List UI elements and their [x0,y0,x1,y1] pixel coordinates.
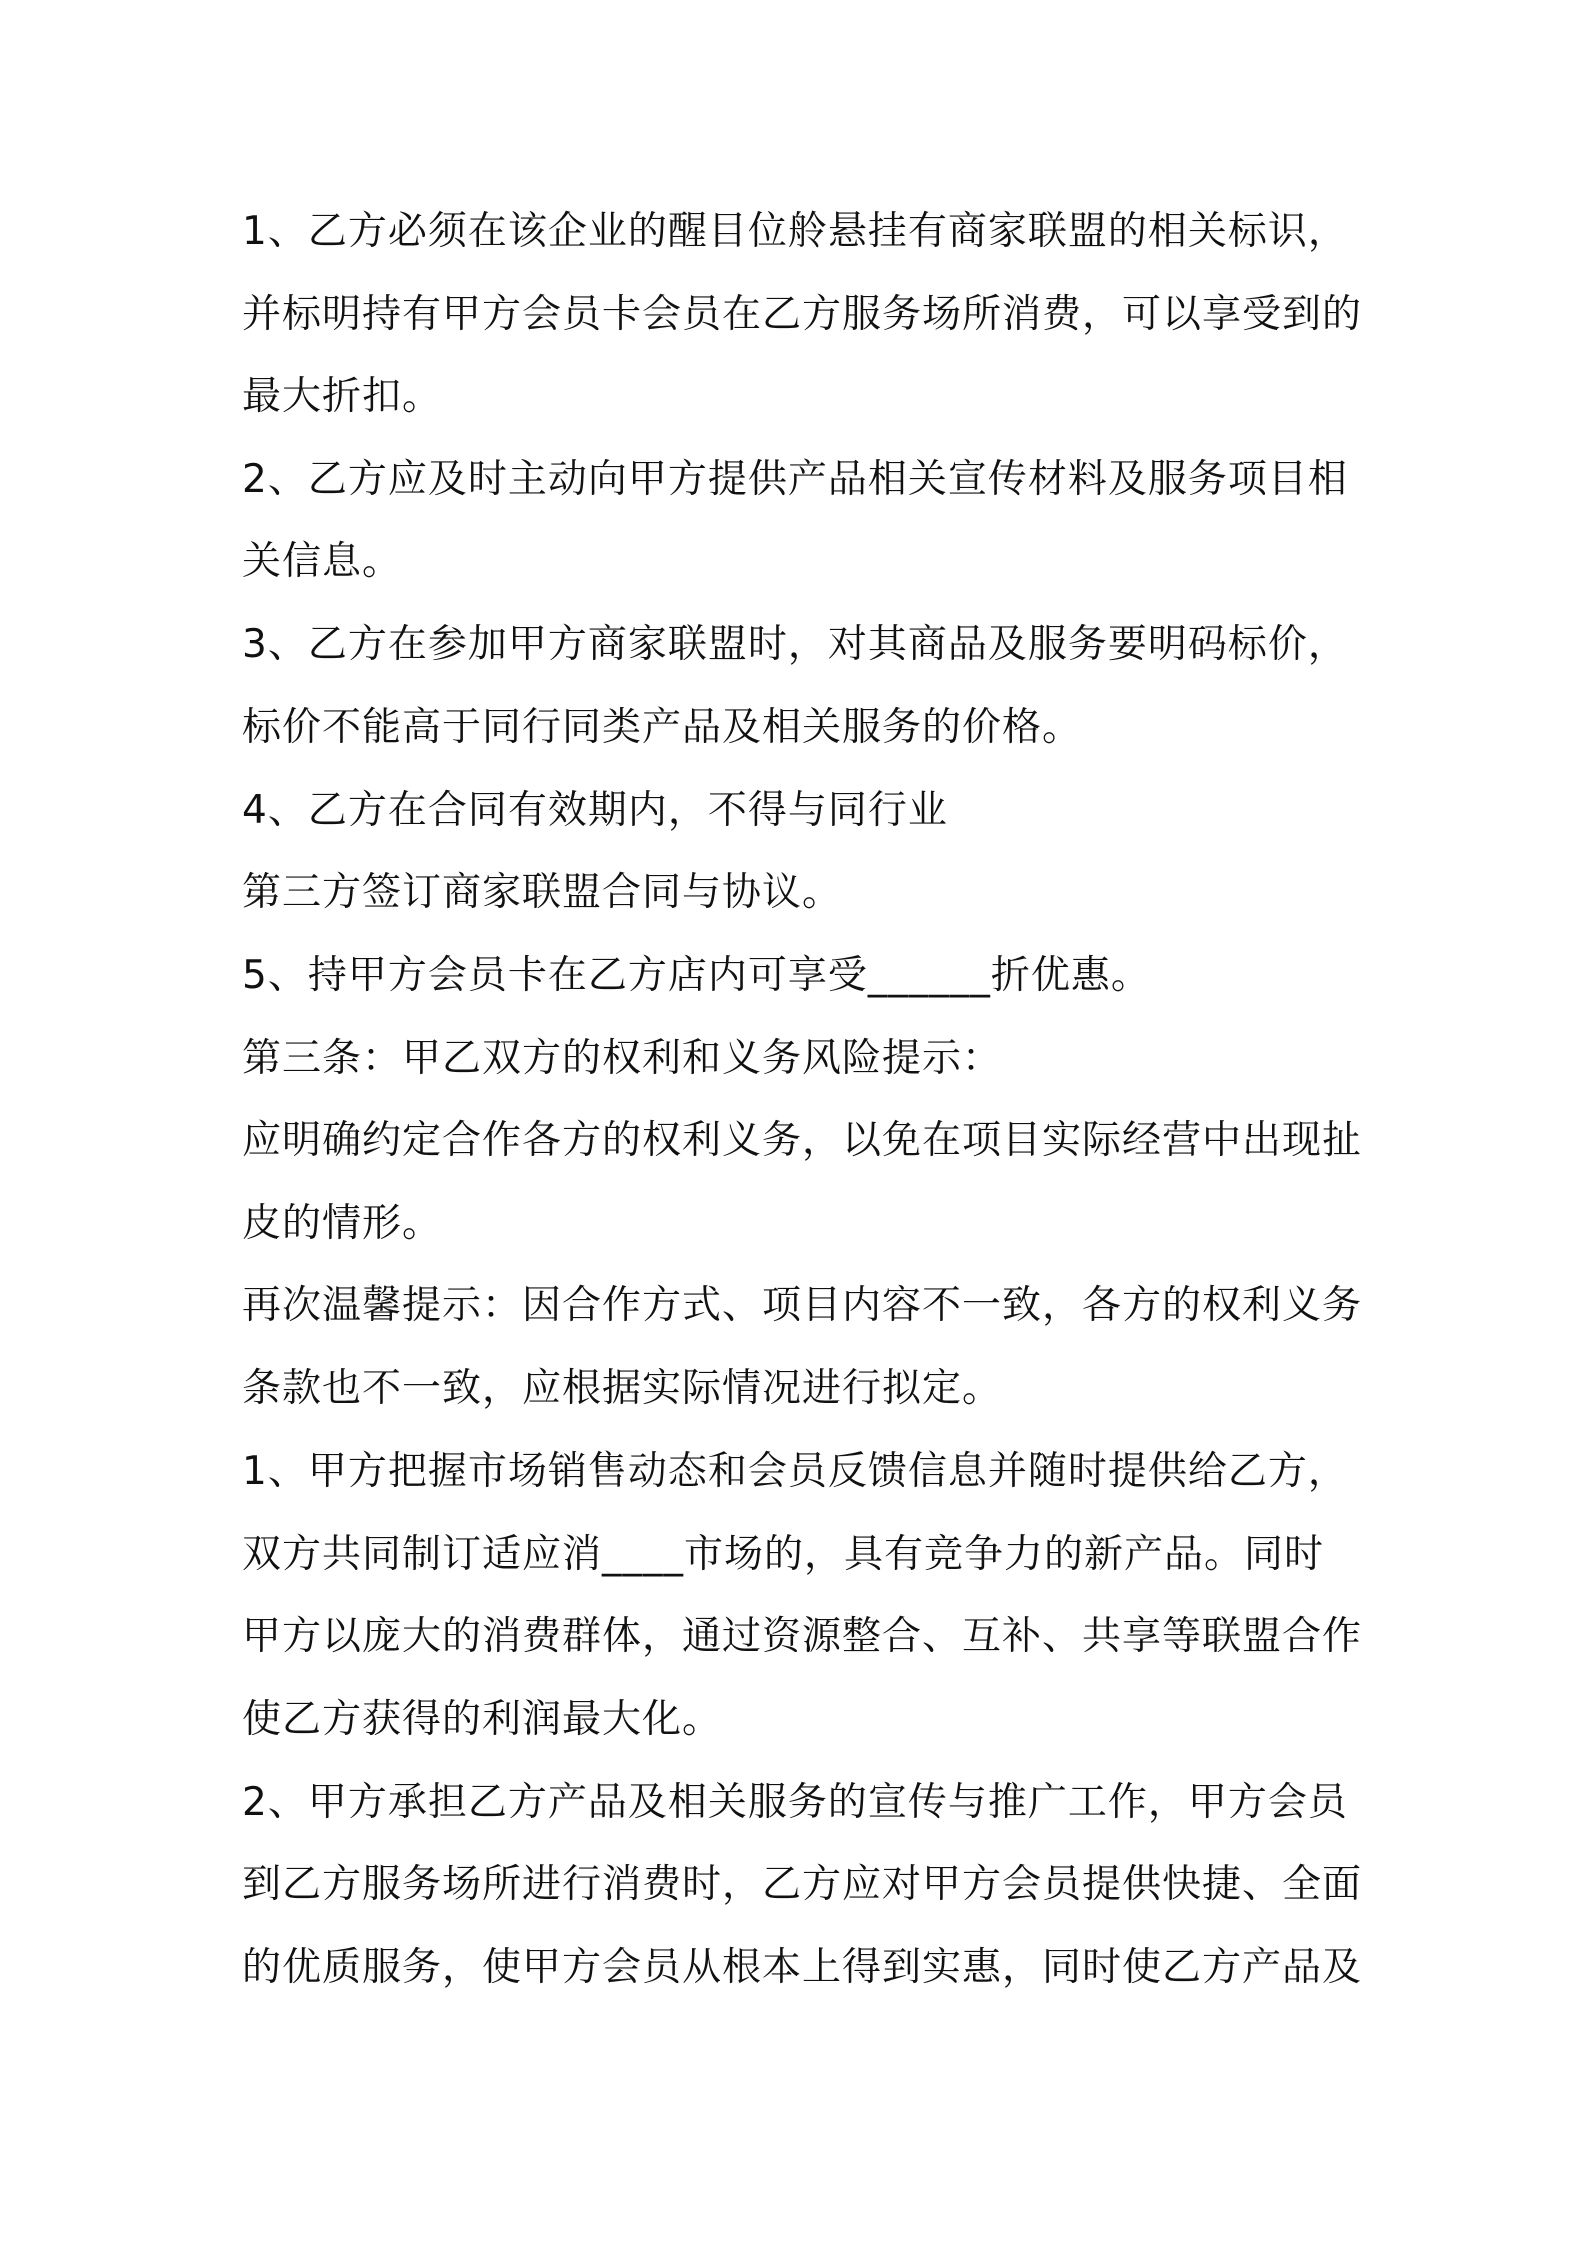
party-a-clause-1-line-4: 使乙方获得的利润最大化。 [242,1697,723,1742]
party-a-clause-2-line-2: 到乙方服务场所进行消费时，乙方应对甲方会员提供快捷、全面 [242,1862,1363,1907]
party-a-clause-1-line-3: 甲方以庞大的消费群体，通过资源整合、互补、共享等联盟合作 [242,1614,1363,1659]
clause-4-line-1: 4、乙方在合同有效期内，不得与同行业 [242,788,948,833]
clause-3-line-2: 标价不能高于同行同类产品及相关服务的价格。 [242,705,1083,750]
risk-note-line-1: 应明确约定合作各方的权利义务，以免在项目实际经营中出现扯 [242,1118,1363,1163]
clause-2-line-2: 关信息。 [242,539,403,584]
clause-1-line-1: 1、乙方必须在该企业的醒目位舲悬挂有商家联盟的相关标识， [242,209,1348,254]
risk-note-line-2: 皮的情形。 [242,1201,443,1246]
clause-2-line-1: 2、乙方应及时主动向甲方提供产品相关宣传材料及服务项目相 [242,457,1348,502]
party-a-clause-2-line-1: 2、甲方承担乙方产品及相关服务的宣传与推广工作，甲方会员 [242,1780,1348,1825]
reminder-line-2: 条款也不一致，应根据实际情况进行拟定。 [242,1366,1003,1411]
clause-4-line-2: 第三方签订商家联盟合同与协议。 [242,870,843,915]
party-a-clause-1-line-2: 双方共同制订适应消____市场的，具有竞争力的新产品。同时 [242,1532,1325,1577]
party-a-clause-1-line-1: 1、甲方把握市场销售动态和会员反馈信息并随时提供给乙方， [242,1449,1348,1494]
clause-1-line-3: 最大折扣。 [242,374,443,419]
clause-5-line-1: 5、持甲方会员卡在乙方店内可享受______折优惠。 [242,953,1151,998]
party-a-clause-2-line-3: 的优质服务，使甲方会员从根本上得到实惠，同时使乙方产品及 [242,1945,1363,1990]
article-three-heading: 第三条：甲乙双方的权利和义务风险提示： [242,1036,1003,1081]
clause-1-line-2: 并标明持有甲方会员卡会员在乙方服务场所消费，可以享受到的 [242,292,1363,337]
reminder-line-1: 再次温馨提示：因合作方式、项目内容不一致，各方的权利义务 [242,1283,1363,1328]
clause-3-line-1: 3、乙方在参加甲方商家联盟时，对其商品及服务要明码标价， [242,622,1348,667]
